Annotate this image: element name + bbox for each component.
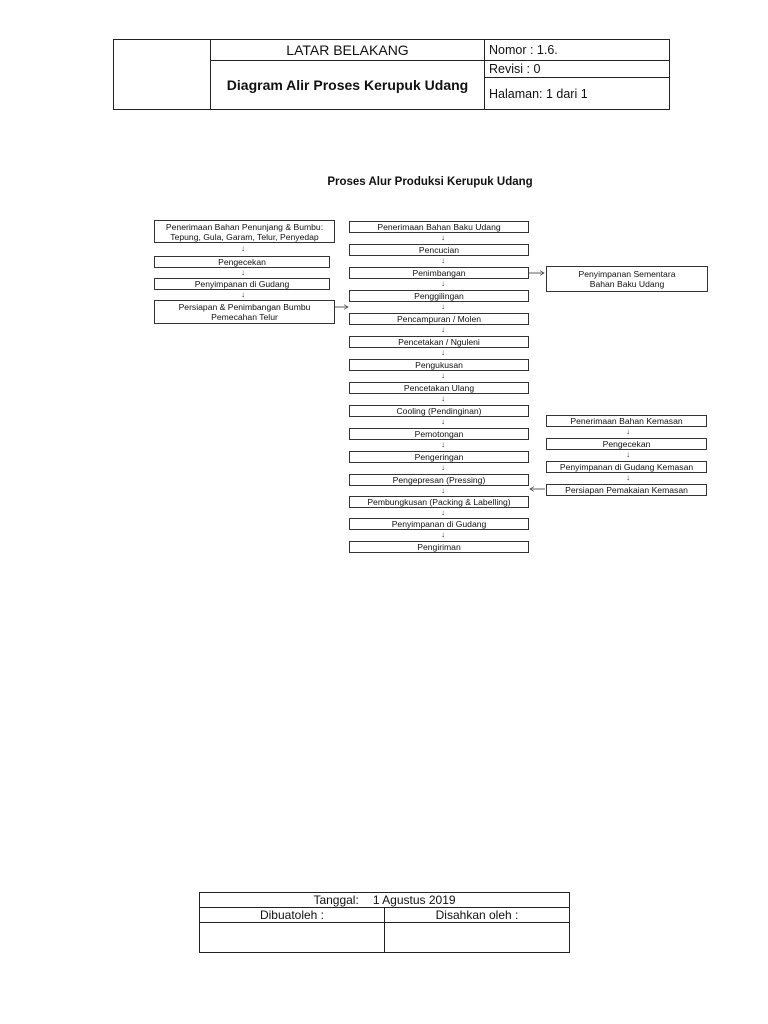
pack-arrow-3: ↓ bbox=[626, 473, 630, 482]
pack-step-prepare: Persiapan Pemakaian Kemasan bbox=[546, 484, 707, 496]
document-page: Halaman: 1 dari 1 bbox=[485, 78, 670, 110]
left-arrow-2: ↓ bbox=[241, 268, 245, 277]
main-arrow-8: ↓ bbox=[441, 394, 445, 403]
left-arrow-3: ↓ bbox=[241, 290, 245, 299]
date-label: Tanggal: bbox=[313, 893, 359, 907]
main-arrow-11: ↓ bbox=[441, 463, 445, 472]
document-number: Nomor : 1.6. bbox=[485, 40, 670, 61]
main-step-cutting: Pemotongan bbox=[349, 428, 529, 440]
approved-by-label: Disahkan oleh : bbox=[385, 908, 570, 923]
main-step-storage: Penyimpanan di Gudang bbox=[349, 518, 529, 530]
main-arrow-3: ↓ bbox=[441, 279, 445, 288]
left-arrow-1: ↓ bbox=[241, 244, 245, 253]
made-by-label: Dibuatoleh : bbox=[200, 908, 385, 923]
date-value: 1 Agustus 2019 bbox=[372, 893, 456, 907]
main-arrow-5: ↓ bbox=[441, 325, 445, 334]
pack-step-receive: Penerimaan Bahan Kemasan bbox=[546, 415, 707, 427]
main-arrow-6: ↓ bbox=[441, 348, 445, 357]
document-title: LATAR BELAKANG bbox=[211, 40, 485, 61]
main-step-packing: Pembungkusan (Packing & Labelling) bbox=[349, 496, 529, 508]
left-flow-step-check: Pengecekan bbox=[154, 256, 330, 268]
main-arrow-4: ↓ bbox=[441, 302, 445, 311]
main-step-drying: Pengeringan bbox=[349, 451, 529, 463]
pack-arrow-2: ↓ bbox=[626, 450, 630, 459]
main-step-reshaping: Pencetakan Ulang bbox=[349, 382, 529, 394]
main-step-pressing: Pengepresan (Pressing) bbox=[349, 474, 529, 486]
main-arrow-12: ↓ bbox=[441, 486, 445, 495]
main-arrow-7: ↓ bbox=[441, 371, 445, 380]
main-arrow-1: ↓ bbox=[441, 233, 445, 242]
document-subtitle: Diagram Alir Proses Kerupuk Udang bbox=[211, 61, 485, 110]
main-step-cooling: Cooling (Pendinginan) bbox=[349, 405, 529, 417]
approval-footer-table bbox=[199, 892, 570, 953]
approved-by-signature-space bbox=[385, 923, 570, 953]
pack-step-storage: Penyimpanan di Gudang Kemasan bbox=[546, 461, 707, 473]
main-step-shipping: Pengiriman bbox=[349, 541, 529, 553]
document-revision: Revisi : 0 bbox=[485, 61, 670, 78]
main-step-mixing: Pencampuran / Molen bbox=[349, 313, 529, 325]
left-flow-step-receive-supporting: Penerimaan Bahan Penunjang & Bumbu: Tepung, Gula, Garam, Telur, Penyedap bbox=[154, 220, 335, 243]
main-arrow-9: ↓ bbox=[441, 417, 445, 426]
main-step-weighing: Penimbangan bbox=[349, 267, 529, 279]
diagram-title: Proses Alur Produksi Kerupuk Udang bbox=[327, 176, 533, 188]
left-flow-step-prepare-spices: Persiapan & Penimbangan Bumbu Pemecahan Telur bbox=[154, 300, 335, 324]
main-step-steaming: Pengukusan bbox=[349, 359, 529, 371]
main-step-receive-shrimp: Penerimaan Bahan Baku Udang bbox=[349, 221, 529, 233]
main-step-grinding: Penggilingan bbox=[349, 290, 529, 302]
main-step-washing: Pencucian bbox=[349, 244, 529, 256]
pack-step-check: Pengecekan bbox=[546, 438, 707, 450]
main-step-kneading: Pencetakan / Nguleni bbox=[349, 336, 529, 348]
made-by-signature-space bbox=[200, 923, 385, 953]
main-arrow-14: ↓ bbox=[441, 530, 445, 539]
date-row bbox=[200, 893, 570, 908]
main-arrow-10: ↓ bbox=[441, 440, 445, 449]
main-arrow-2: ↓ bbox=[441, 256, 445, 265]
temp-storage-shrimp: Penyimpanan Sementara Bahan Baku Udang bbox=[546, 266, 708, 292]
left-flow-step-storage: Penyimpanan di Gudang bbox=[154, 278, 330, 290]
main-arrow-13: ↓ bbox=[441, 508, 445, 517]
pack-arrow-1: ↓ bbox=[626, 427, 630, 436]
